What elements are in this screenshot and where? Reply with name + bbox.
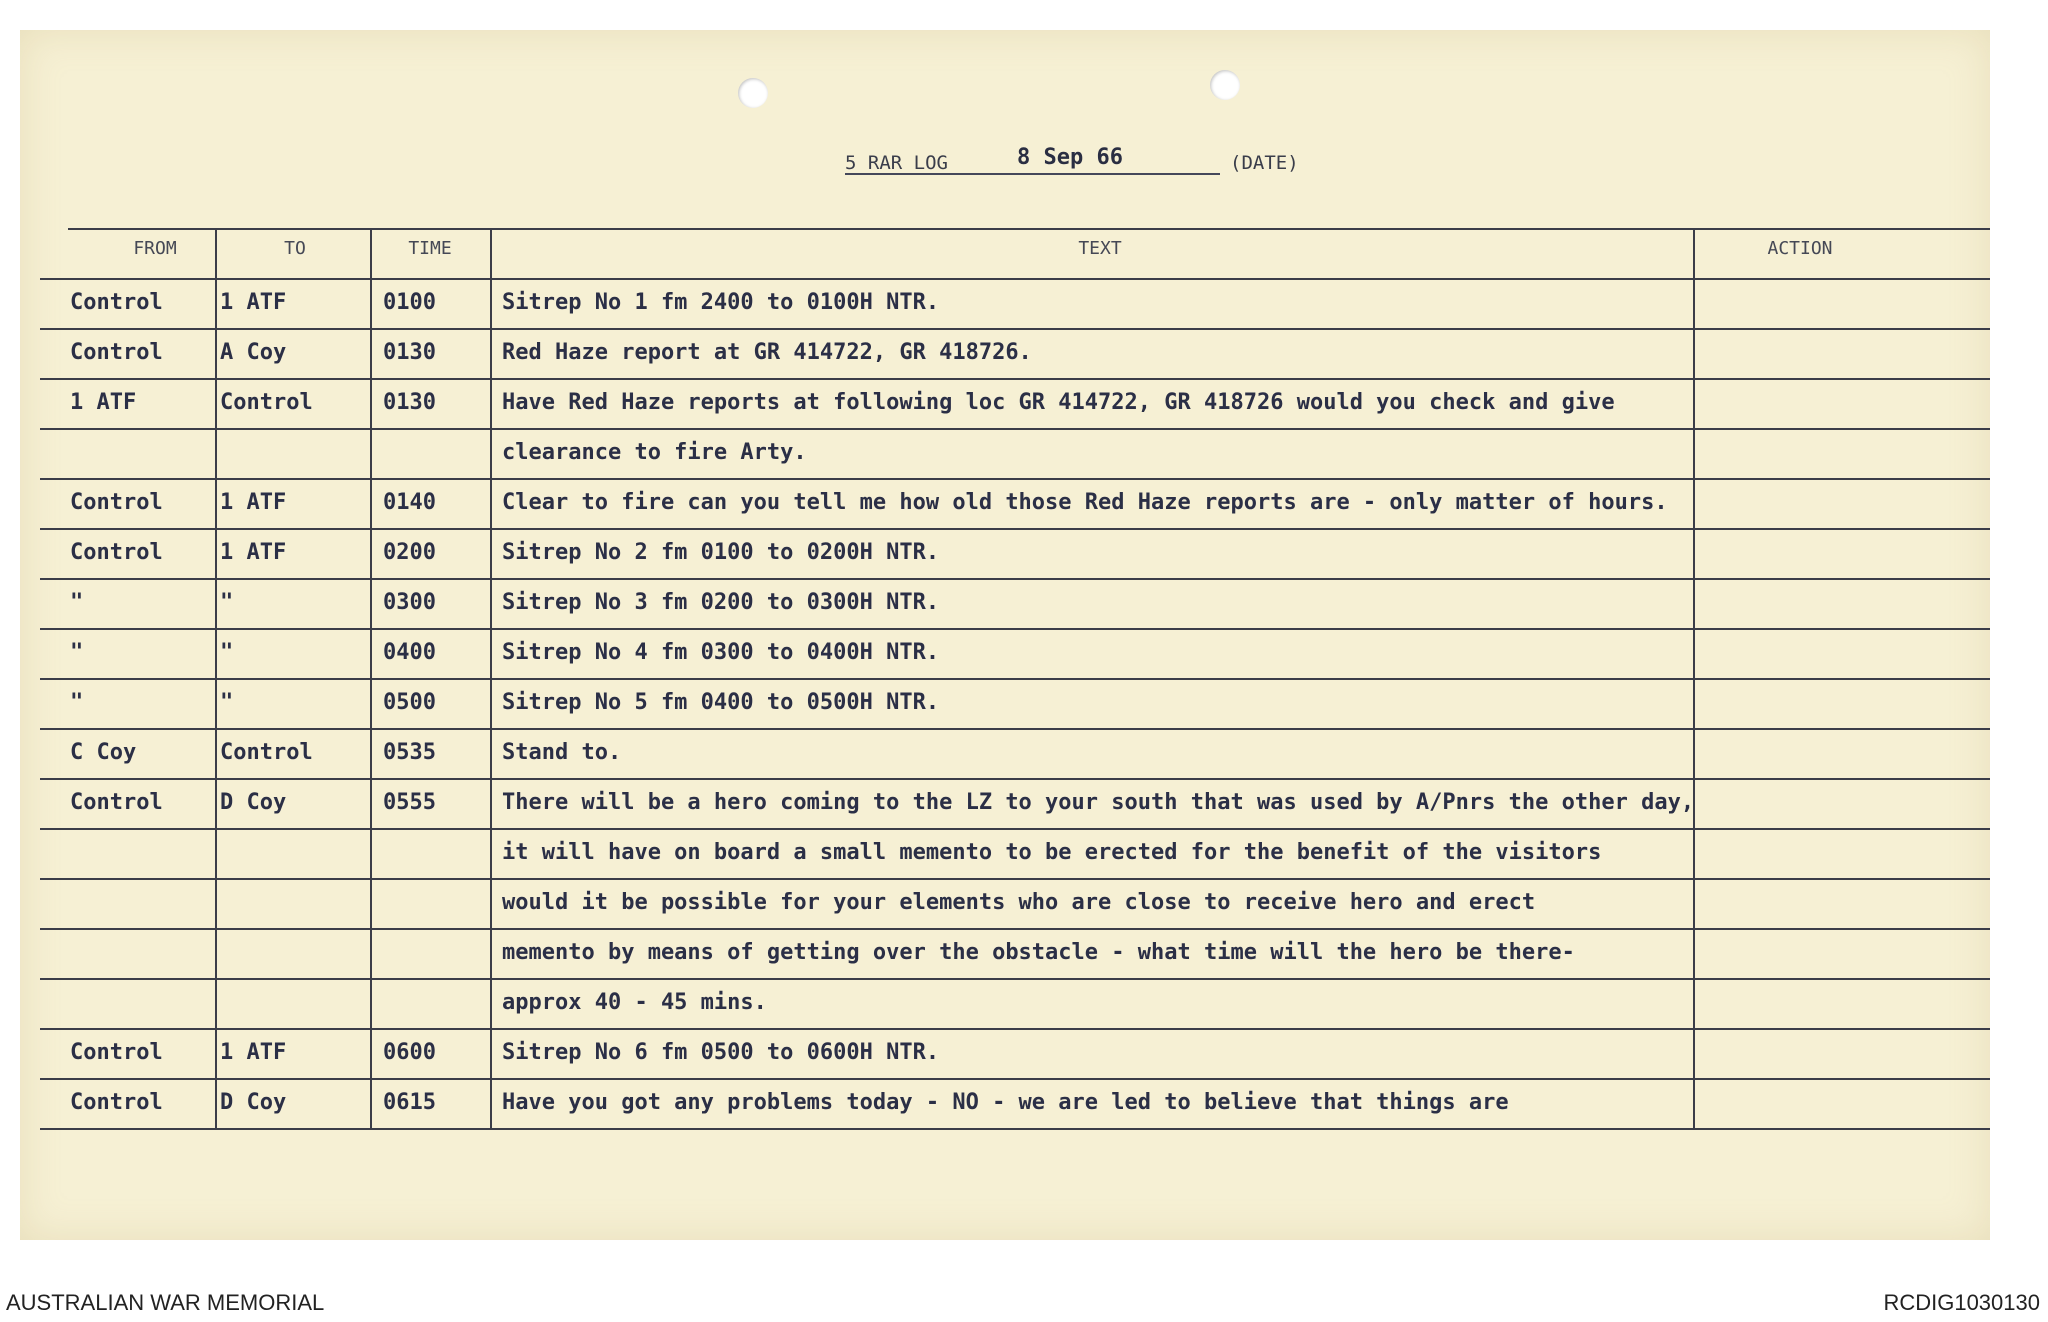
row-rule — [40, 828, 1990, 830]
cell-text: Have Red Haze reports at following loc GR 414722, GR 418726 would you check and give — [502, 390, 1615, 415]
cell-time: 0615 — [383, 1090, 436, 1115]
row-rule — [40, 428, 1990, 430]
column-header-from: FROM — [133, 238, 177, 259]
cell-text: would it be possible for your elements who are close to receive hero and erect — [502, 890, 1536, 915]
cell-to: " — [220, 690, 234, 715]
cell-from: Control — [70, 340, 163, 365]
row-rule — [40, 928, 1990, 930]
cell-text: Clear to fire can you tell me how old those Red Haze reports are - only matter of hours. — [502, 490, 1668, 515]
cell-time: 0200 — [383, 540, 436, 565]
cell-to: 1 ATF — [220, 290, 287, 315]
cell-from: Control — [70, 790, 163, 815]
row-rule — [40, 878, 1990, 880]
cell-text: it will have on board a small memento to be erected for the benefit of the visitors — [502, 840, 1602, 865]
cell-from: Control — [70, 540, 163, 565]
cell-time: 0100 — [383, 290, 436, 315]
log-date: 8 Sep 66 — [1017, 145, 1123, 170]
cell-to: D Coy — [220, 1090, 287, 1115]
column-header-text: TEXT — [1078, 238, 1122, 259]
cell-to: D Coy — [220, 790, 287, 815]
cell-text: memento by means of getting over the obstacle - what time will the hero be there- — [502, 940, 1575, 965]
column-rule — [370, 228, 372, 1128]
cell-text: Stand to. — [502, 740, 622, 765]
cell-time: 0130 — [383, 340, 436, 365]
column-header-to: TO — [284, 238, 306, 259]
cell-to: " — [220, 640, 234, 665]
row-rule — [40, 278, 1990, 280]
footer-institution: AUSTRALIAN WAR MEMORIAL — [6, 1290, 325, 1315]
date-underline — [845, 173, 1220, 175]
cell-text: clearance to fire Arty. — [502, 440, 807, 465]
cell-text: Sitrep No 5 fm 0400 to 0500H NTR. — [502, 690, 940, 715]
cell-to: Control — [220, 390, 313, 415]
cell-time: 0535 — [383, 740, 436, 765]
cell-to: Control — [220, 740, 313, 765]
cell-text: Sitrep No 2 fm 0100 to 0200H NTR. — [502, 540, 940, 565]
cell-time: 0130 — [383, 390, 436, 415]
cell-to: " — [220, 590, 234, 615]
row-rule — [40, 1128, 1990, 1130]
cell-time: 0500 — [383, 690, 436, 715]
punch-hole-left — [738, 78, 768, 108]
cell-text: Red Haze report at GR 414722, GR 418726. — [502, 340, 1032, 365]
row-rule — [40, 678, 1990, 680]
cell-time: 0400 — [383, 640, 436, 665]
log-header — [845, 140, 1345, 180]
cell-from: Control — [70, 490, 163, 515]
log-title: 5 RAR LOG — [845, 152, 948, 174]
cell-time: 0600 — [383, 1040, 436, 1065]
cell-to: 1 ATF — [220, 490, 287, 515]
cell-text: Sitrep No 1 fm 2400 to 0100H NTR. — [502, 290, 940, 315]
column-header-time: TIME — [408, 238, 452, 259]
row-rule — [40, 1028, 1990, 1030]
row-rule — [40, 478, 1990, 480]
punch-hole-right — [1210, 70, 1240, 100]
cell-time: 0300 — [383, 590, 436, 615]
cell-to: 1 ATF — [220, 1040, 287, 1065]
cell-text: Sitrep No 6 fm 0500 to 0600H NTR. — [502, 1040, 940, 1065]
cell-from: " — [70, 590, 84, 615]
cell-to: 1 ATF — [220, 540, 287, 565]
cell-to: A Coy — [220, 340, 287, 365]
row-rule — [40, 578, 1990, 580]
column-rule — [215, 228, 217, 1128]
cell-text: Have you got any problems today - NO - we are led to believe that things are — [502, 1090, 1509, 1115]
row-rule — [40, 328, 1990, 330]
row-rule — [40, 1078, 1990, 1080]
row-rule — [40, 378, 1990, 380]
column-rule — [490, 228, 492, 1128]
row-rule — [40, 978, 1990, 980]
cell-from: " — [70, 640, 84, 665]
column-header-action: ACTION — [1767, 238, 1833, 259]
date-label: (DATE) — [1230, 152, 1299, 174]
cell-text: Sitrep No 3 fm 0200 to 0300H NTR. — [502, 590, 940, 615]
cell-from: Control — [70, 1040, 163, 1065]
cell-time: 0555 — [383, 790, 436, 815]
cell-from: Control — [70, 290, 163, 315]
cell-text: Sitrep No 4 fm 0300 to 0400H NTR. — [502, 640, 940, 665]
row-rule — [40, 528, 1990, 530]
cell-from: Control — [70, 1090, 163, 1115]
cell-from: 1 ATF — [70, 390, 137, 415]
row-rule — [40, 778, 1990, 780]
cell-time: 0140 — [383, 490, 436, 515]
row-rule — [68, 228, 1990, 230]
column-rule — [1693, 228, 1695, 1128]
cell-from: " — [70, 690, 84, 715]
footer-record-id: RCDIG1030130 — [1883, 1290, 2040, 1315]
row-rule — [40, 728, 1990, 730]
cell-text: There will be a hero coming to the LZ to your south that was used by A/Pnrs the other day, — [502, 790, 1695, 815]
row-rule — [40, 628, 1990, 630]
cell-text: approx 40 - 45 mins. — [502, 990, 767, 1015]
cell-from: C Coy — [70, 740, 137, 765]
